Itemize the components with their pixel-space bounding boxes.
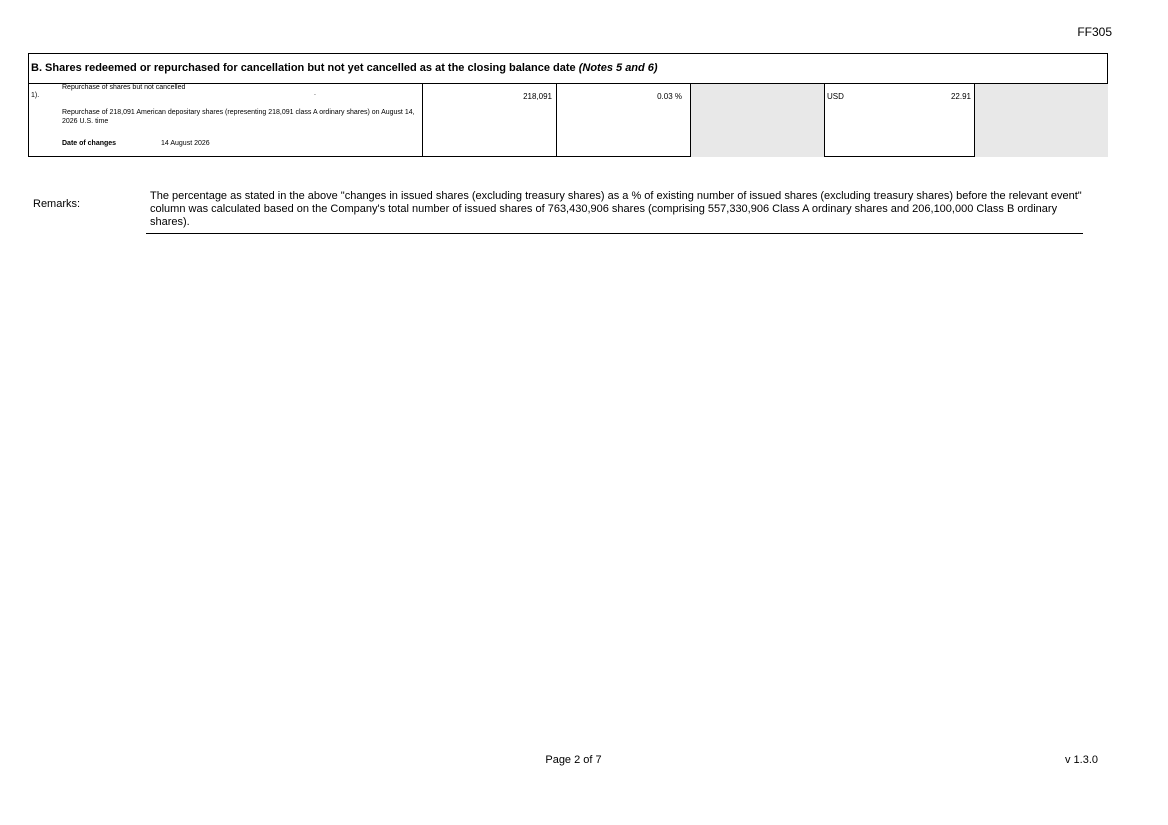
shaded-cell-1 [691,84,825,157]
date-of-changes-label: Date of changes [62,140,117,147]
percentage-value: 0.03 % [657,92,682,101]
percentage-cell [557,84,691,157]
section-b-title-text: B. Shares redeemed or repurchased for cancellation but not yet cancelled as at the closing balance date [31,62,576,74]
item-description: Repurchase of 218,091 American depositary shares (representing 218,091 class A ordinary shares) on August 14, 2026 U.S. time [62,109,415,125]
remarks-text: The percentage as stated in the above "changes in issued shares (excluding treasury shares) as a % of existing number of issued shares (excluding treasury shares) before the relevant event" column was calculated based on the Company's total number of issued shares of 763,430,906 shares (comprising 557,330,906 Class A ordinary shares and 206,100,000 Class B ordinary shares). [150,190,1082,228]
form-code: FF305 [1077,25,1112,39]
item-dot: . [314,90,316,97]
shares-cell [423,84,557,157]
section-b-title [29,54,1107,84]
remarks-label: Remarks: [33,198,81,210]
price-cell [825,84,975,157]
shaded-cell-2 [975,84,1108,157]
remarks-underline [146,233,1083,234]
item-type: Repurchase of shares but not cancelled [62,84,186,91]
version-label: v 1.3.0 [1064,754,1098,766]
description-cell [29,84,423,157]
table-row [29,84,1107,157]
section-b-title-note: (Notes 5 and 6) [578,62,658,74]
section-b-table [28,53,1108,157]
page-number: Page 2 of 7 [545,754,602,766]
date-of-changes-value: 14 August 2026 [161,140,210,147]
shares-value: 218,091 [523,92,552,101]
price-value: 22.91 [950,92,971,101]
item-number: 1). [31,92,40,99]
currency-value: USD [827,92,844,101]
